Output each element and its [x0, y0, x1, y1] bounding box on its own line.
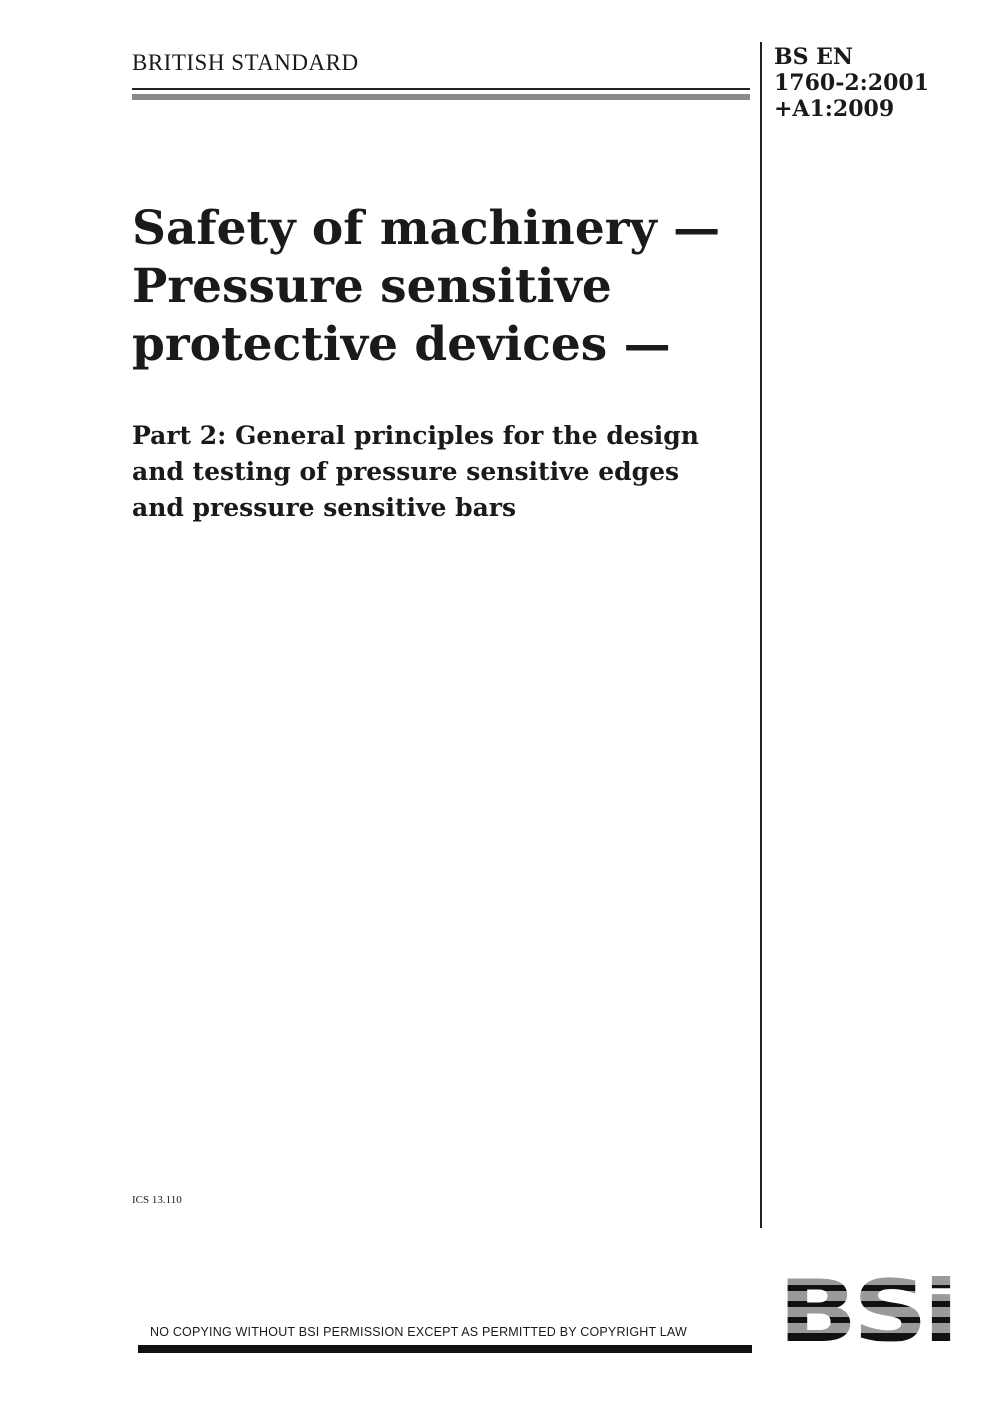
logo-stripe — [776, 1333, 956, 1341]
bsi-logo — [776, 1275, 956, 1355]
page-subtitle — [132, 418, 752, 526]
subtitle-line: and pressure sensitive bars — [132, 493, 517, 522]
title-line: protective devices — — [132, 317, 671, 372]
title-line: Safety of machinery — — [132, 201, 721, 256]
page-title — [132, 200, 752, 374]
logo-stripe — [776, 1285, 956, 1291]
subtitle-line: Part 2: General principles for the design — [132, 421, 699, 450]
header-rule-thin — [132, 88, 750, 90]
title-line: Pressure sensitive — [132, 259, 612, 314]
footer-rule — [138, 1345, 752, 1353]
copyright-notice: NO COPYING WITHOUT BSI PERMISSION EXCEPT AS PERMITTED BY COPYRIGHT LAW — [150, 1325, 688, 1339]
document-type-label: BRITISH STANDARD — [132, 50, 359, 75]
logo-stripe — [776, 1301, 956, 1307]
standard-number-line: BS EN — [774, 44, 854, 70]
ics-code: ICS 13.110 — [132, 1194, 182, 1206]
header-rule-thick — [132, 94, 750, 100]
standard-number-line: +A1:2009 — [774, 96, 895, 122]
standard-number-line: 1760-2:2001 — [774, 70, 930, 96]
standard-number — [774, 44, 974, 122]
vertical-divider — [760, 42, 762, 1228]
subtitle-line: and testing of pressure sensitive edges — [132, 457, 680, 486]
logo-stripe — [776, 1317, 956, 1323]
